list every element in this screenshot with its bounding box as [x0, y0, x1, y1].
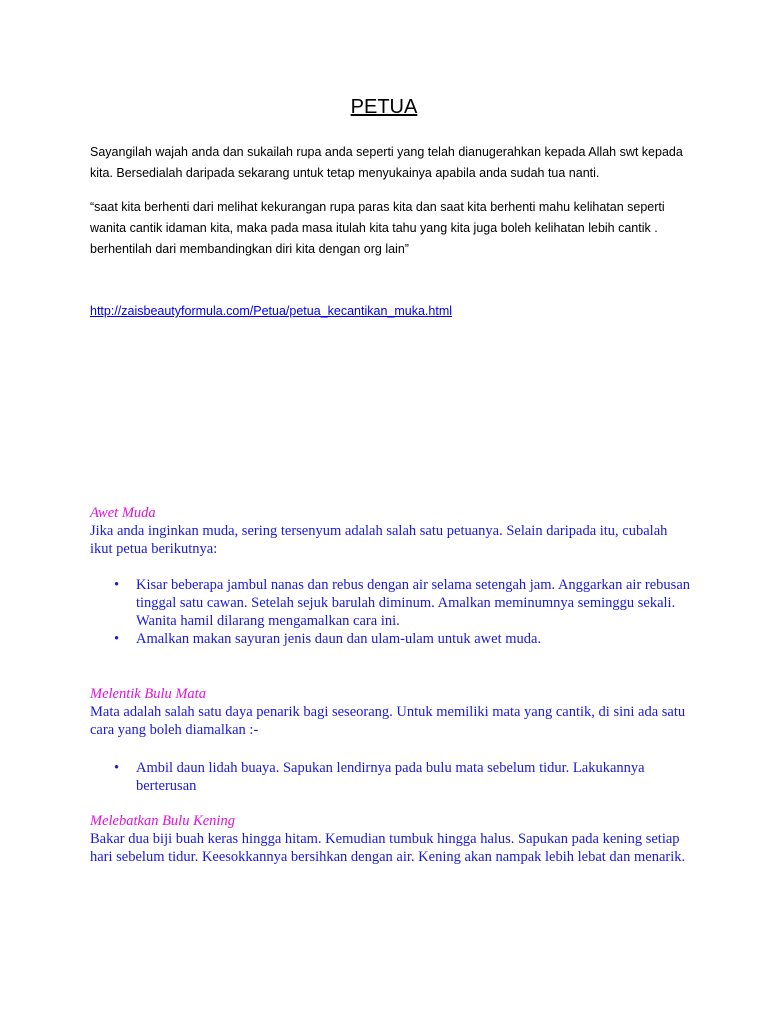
bullet-list-awet-muda — [136, 576, 691, 648]
section-heading-awet-muda: Awet Muda — [90, 505, 156, 521]
list-item-text: Amalkan makan sayuran jenis daun dan ulam-ulam untuk awet muda. — [136, 631, 542, 647]
quote-paragraph: “saat kita berhenti dari melihat kekurangan rupa paras kita dan saat kita berhenti mahu kelihatan seperti wanita cantik idaman kita, maka pada masa itulah kita tahu yang kita juga boleh kelihatan lebih cantik . berhentilah dari membandingkan diri kita dengan org lain” — [90, 200, 665, 256]
section-paragraph-melentik-bulu-mata: Mata adalah salah satu daya penarik bagi seseorang. Untuk memiliki mata yang cantik, di sini ada satu cara yang boleh diamalkan :- — [90, 704, 686, 738]
bullet-icon — [114, 630, 119, 648]
list-item — [136, 759, 691, 795]
bullet-icon — [114, 759, 119, 777]
intro-paragraph: Sayangilah wajah anda dan sukailah rupa anda seperti yang telah dianugerahkan kepada Allah swt kepada kita. Bersedialah daripada sekarang untuk tetap menyukainya apabila anda sudah tua nanti. — [90, 145, 683, 180]
document-title: PETUA — [350, 96, 418, 118]
list-item-text: Kisar beberapa jambul nanas dan rebus dengan air selama setengah jam. Anggarkan air rebusan tinggal satu cawan. Setelah sejuk barulah diminum. Amalkan meminumnya seminggu sekali. Wanita hamil dilarang mengamalkan cara ini. — [136, 577, 691, 629]
section-paragraph-awet-muda: Jika anda inginkan muda, sering tersenyum adalah salah satu petuanya. Selain daripada itu, cubalah ikut petua berikutnya: — [90, 523, 668, 557]
list-item-text: Ambil daun lidah buaya. Sapukan lendirnya pada bulu mata sebelum tidur. Lakukannya berterusan — [136, 760, 645, 794]
list-item — [136, 630, 691, 648]
section-paragraph-melebatkan-bulu-kening: Bakar dua biji buah keras hingga hitam. Kemudian tumbuk hingga halus. Sapukan pada kening setiap hari sebelum tidur. Keesokkannya bersihkan dengan air. Kening akan nampak lebih lebat dan menarik. — [90, 831, 686, 865]
section-heading-melebatkan-bulu-kening: Melebatkan Bulu Kening — [90, 813, 235, 829]
section-heading-melentik-bulu-mata: Melentik Bulu Mata — [90, 686, 206, 702]
bullet-icon — [114, 576, 119, 594]
source-link[interactable]: http://zaisbeautyformula.com/Petua/petua_kecantikan_muka.html — [90, 304, 453, 318]
list-item — [136, 576, 691, 630]
bullet-list-melentik-bulu-mata — [136, 759, 691, 795]
